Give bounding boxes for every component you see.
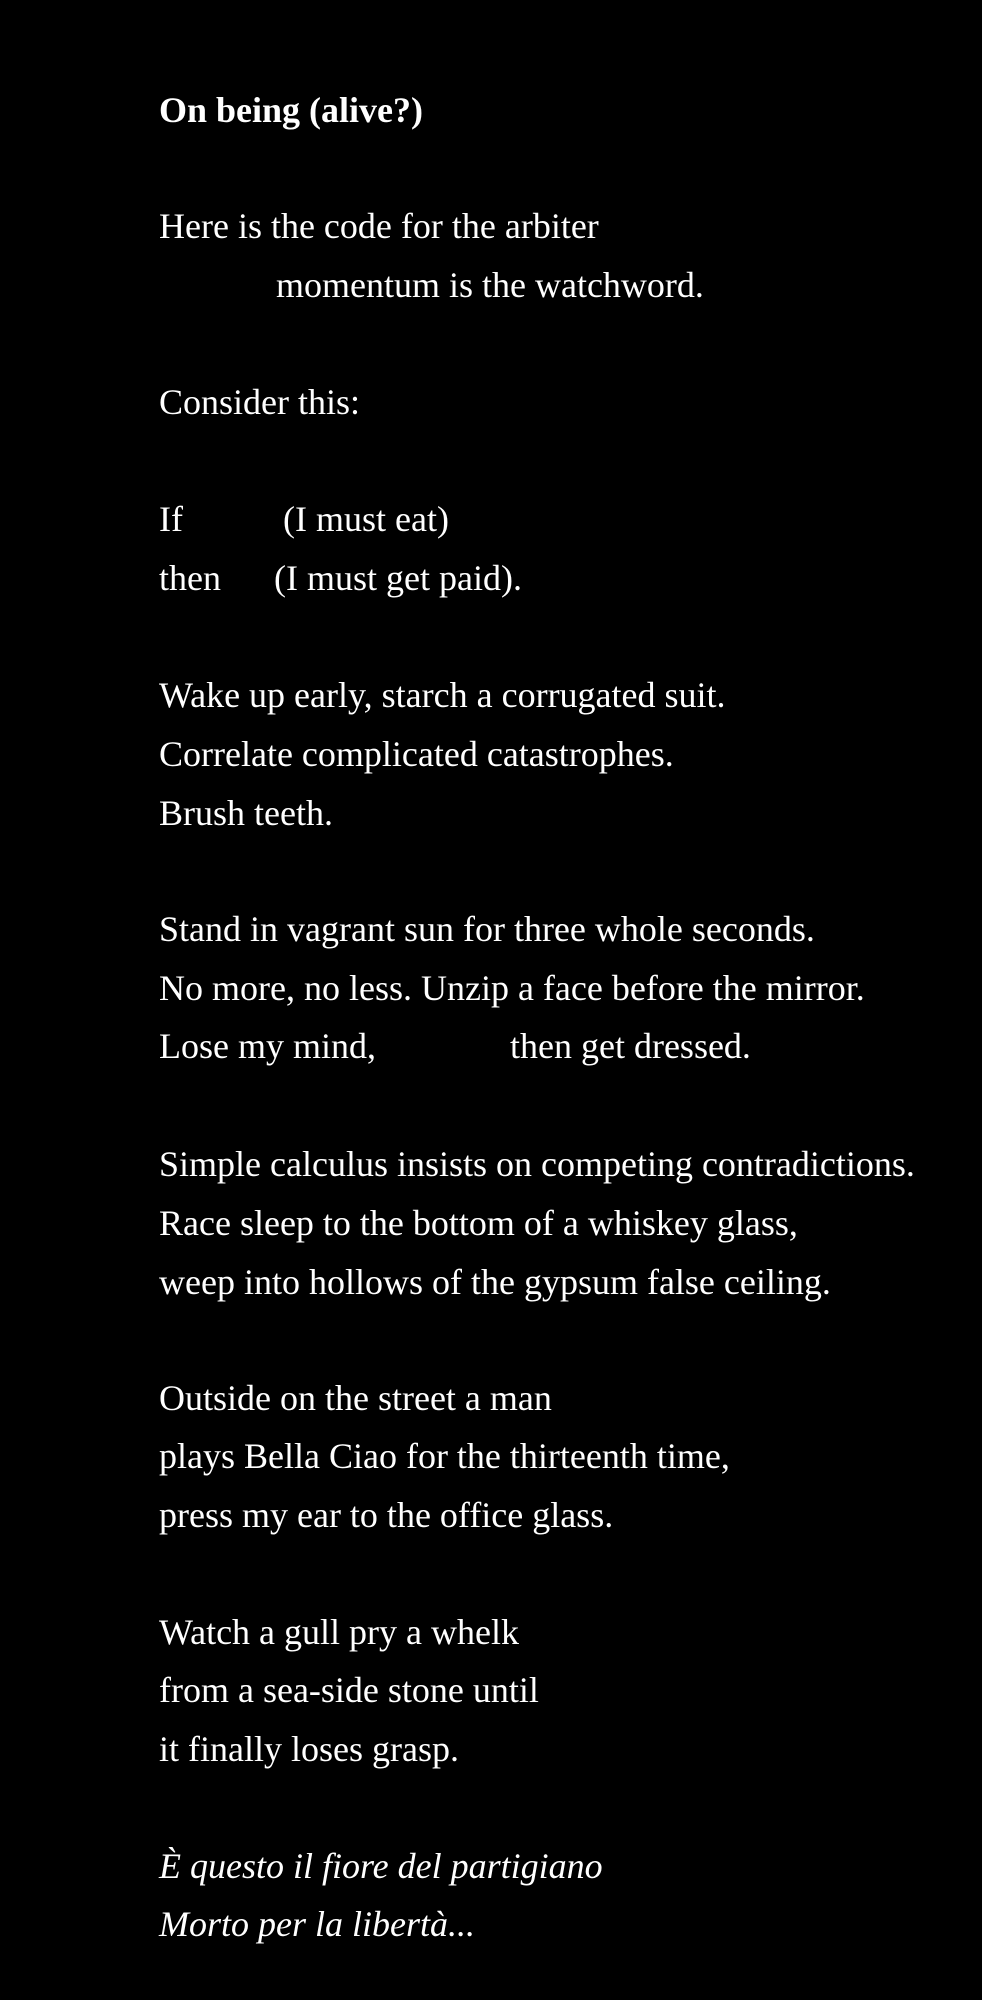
poem-line <box>159 497 449 541</box>
poem-line: momentum is the watchword. <box>276 265 704 305</box>
poem-line: Race sleep to the bottom of a whiskey glass, <box>159 1203 798 1243</box>
poem-line: Here is the code for the arbiter <box>159 206 599 246</box>
poem-line-italic: È questo il fiore del partigiano <box>159 1846 603 1886</box>
poem-title: On being (alive?) <box>159 90 424 130</box>
poem-line: Consider this: <box>159 382 361 422</box>
poem-line: Wake up early, starch a corrugated suit. <box>159 675 726 715</box>
poem-line: plays Bella Ciao for the thirteenth time, <box>159 1436 730 1476</box>
poem-line <box>159 556 522 600</box>
poem-line: from a sea-side stone until <box>159 1670 539 1710</box>
poem-line-segment: Lose my mind, <box>159 1026 376 1066</box>
poem-line: Brush teeth. <box>159 793 333 833</box>
poem-line: Stand in vagrant sun for three whole seconds. <box>159 909 815 949</box>
poem-line: Watch a gull pry a whelk <box>159 1612 519 1652</box>
poem-line-segment: If <box>159 499 183 539</box>
poem-line: Simple calculus insists on competing contradictions. <box>159 1144 915 1184</box>
poem-line: No more, no less. Unzip a face before the mirror. <box>159 968 865 1008</box>
poem-line: press my ear to the office glass. <box>159 1495 614 1535</box>
poem-line-segment: then <box>159 558 221 598</box>
poem-line-segment: (I must get paid). <box>274 558 522 598</box>
poem-line: it finally loses grasp. <box>159 1729 459 1769</box>
poem-line: Outside on the street a man <box>159 1378 552 1418</box>
poem-line-segment: then get dressed. <box>510 1026 751 1066</box>
poem-line-segment: (I must eat) <box>283 499 449 539</box>
poem-line-italic: Morto per la libertà... <box>159 1904 475 1944</box>
poem-line <box>159 1024 751 1068</box>
poem-line: weep into hollows of the gypsum false ceiling. <box>159 1262 831 1302</box>
poem-line: Correlate complicated catastrophes. <box>159 734 674 774</box>
